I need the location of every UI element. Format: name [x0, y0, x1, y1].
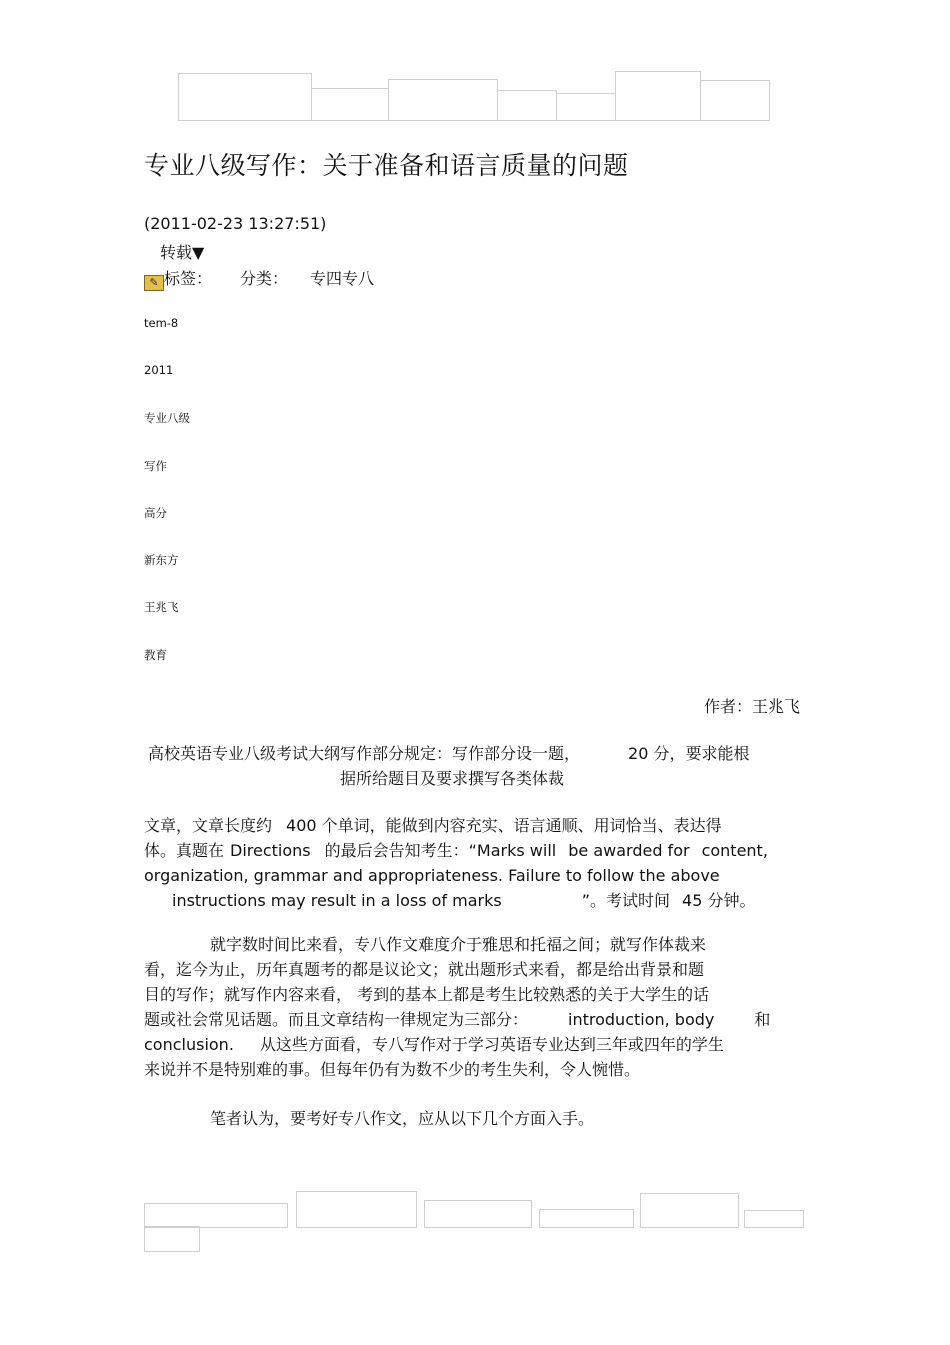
tag-link[interactable]: 王兆飞 [144, 600, 179, 614]
paragraph-2: 文章，文章长度约 400 个单词，能做到内容充实、语言通顺、用词恰当、表达得 体。真题在 Directions 的最后会告知考生：“Marks will be awarded for content, organization, grammar and appropriateness. Failure to follow the above instructions may result in a loss of marks ”。考试时间 45 分钟。 [144, 816, 768, 910]
tag-link[interactable]: 写作 [144, 459, 167, 473]
paragraph-1-line-1: 高校英语专业八级考试大纲写作部分规定：写作部分设一题， 20 分，要求能根 [148, 744, 750, 763]
tag-link[interactable]: 高分 [144, 506, 167, 520]
tag-link[interactable]: 2011 [144, 363, 174, 377]
tag-link[interactable]: 专业八级 [144, 411, 190, 425]
tags-label: 标签： [164, 269, 213, 288]
tag-icon: ✎ [144, 275, 164, 291]
category-link[interactable]: 专四专八 [310, 269, 375, 288]
tag-link[interactable]: tem-8 [144, 316, 179, 330]
post-date: (2011-02-23 13:27:51) [144, 214, 327, 233]
author-line: 作者：王兆飞 [703, 697, 800, 716]
tag-link[interactable]: 新东方 [144, 553, 179, 567]
page-title: 专业八级写作：关于准备和语言质量的问题 [144, 151, 629, 180]
paragraph-3: 就字数时间比来看，专八作文难度介于雅思和托福之间；就写作体裁来 看，迄今为止，历年真题考的都是议论文；就出题形式来看，都是给出背景和题 目的写作；就写作内容来看， 考到的基本上都是考生比较熟悉的关于大学生的话 题或社会常见话题。而且文章结构一律规定为三部分： introduction, body 和 conclusion. 从这些方面看，专八写作对于学习英语专业达到三年或四年的学生 来说并不是特别难的事。但每年仍有为数不少的考生失利，令人惋惜。 [144, 935, 771, 1079]
tag-link[interactable]: 教育 [144, 648, 167, 662]
paragraph-4: 笔者认为，要考好专八作文，应从以下几个方面入手。 [210, 1109, 595, 1128]
category-label: 分类： [240, 269, 289, 288]
paragraph-1-line-2: 据所给题目及要求撰写各类体裁 [340, 769, 565, 788]
repost-button[interactable]: 转载▼ [160, 243, 205, 262]
tags-category-line [144, 266, 374, 291]
